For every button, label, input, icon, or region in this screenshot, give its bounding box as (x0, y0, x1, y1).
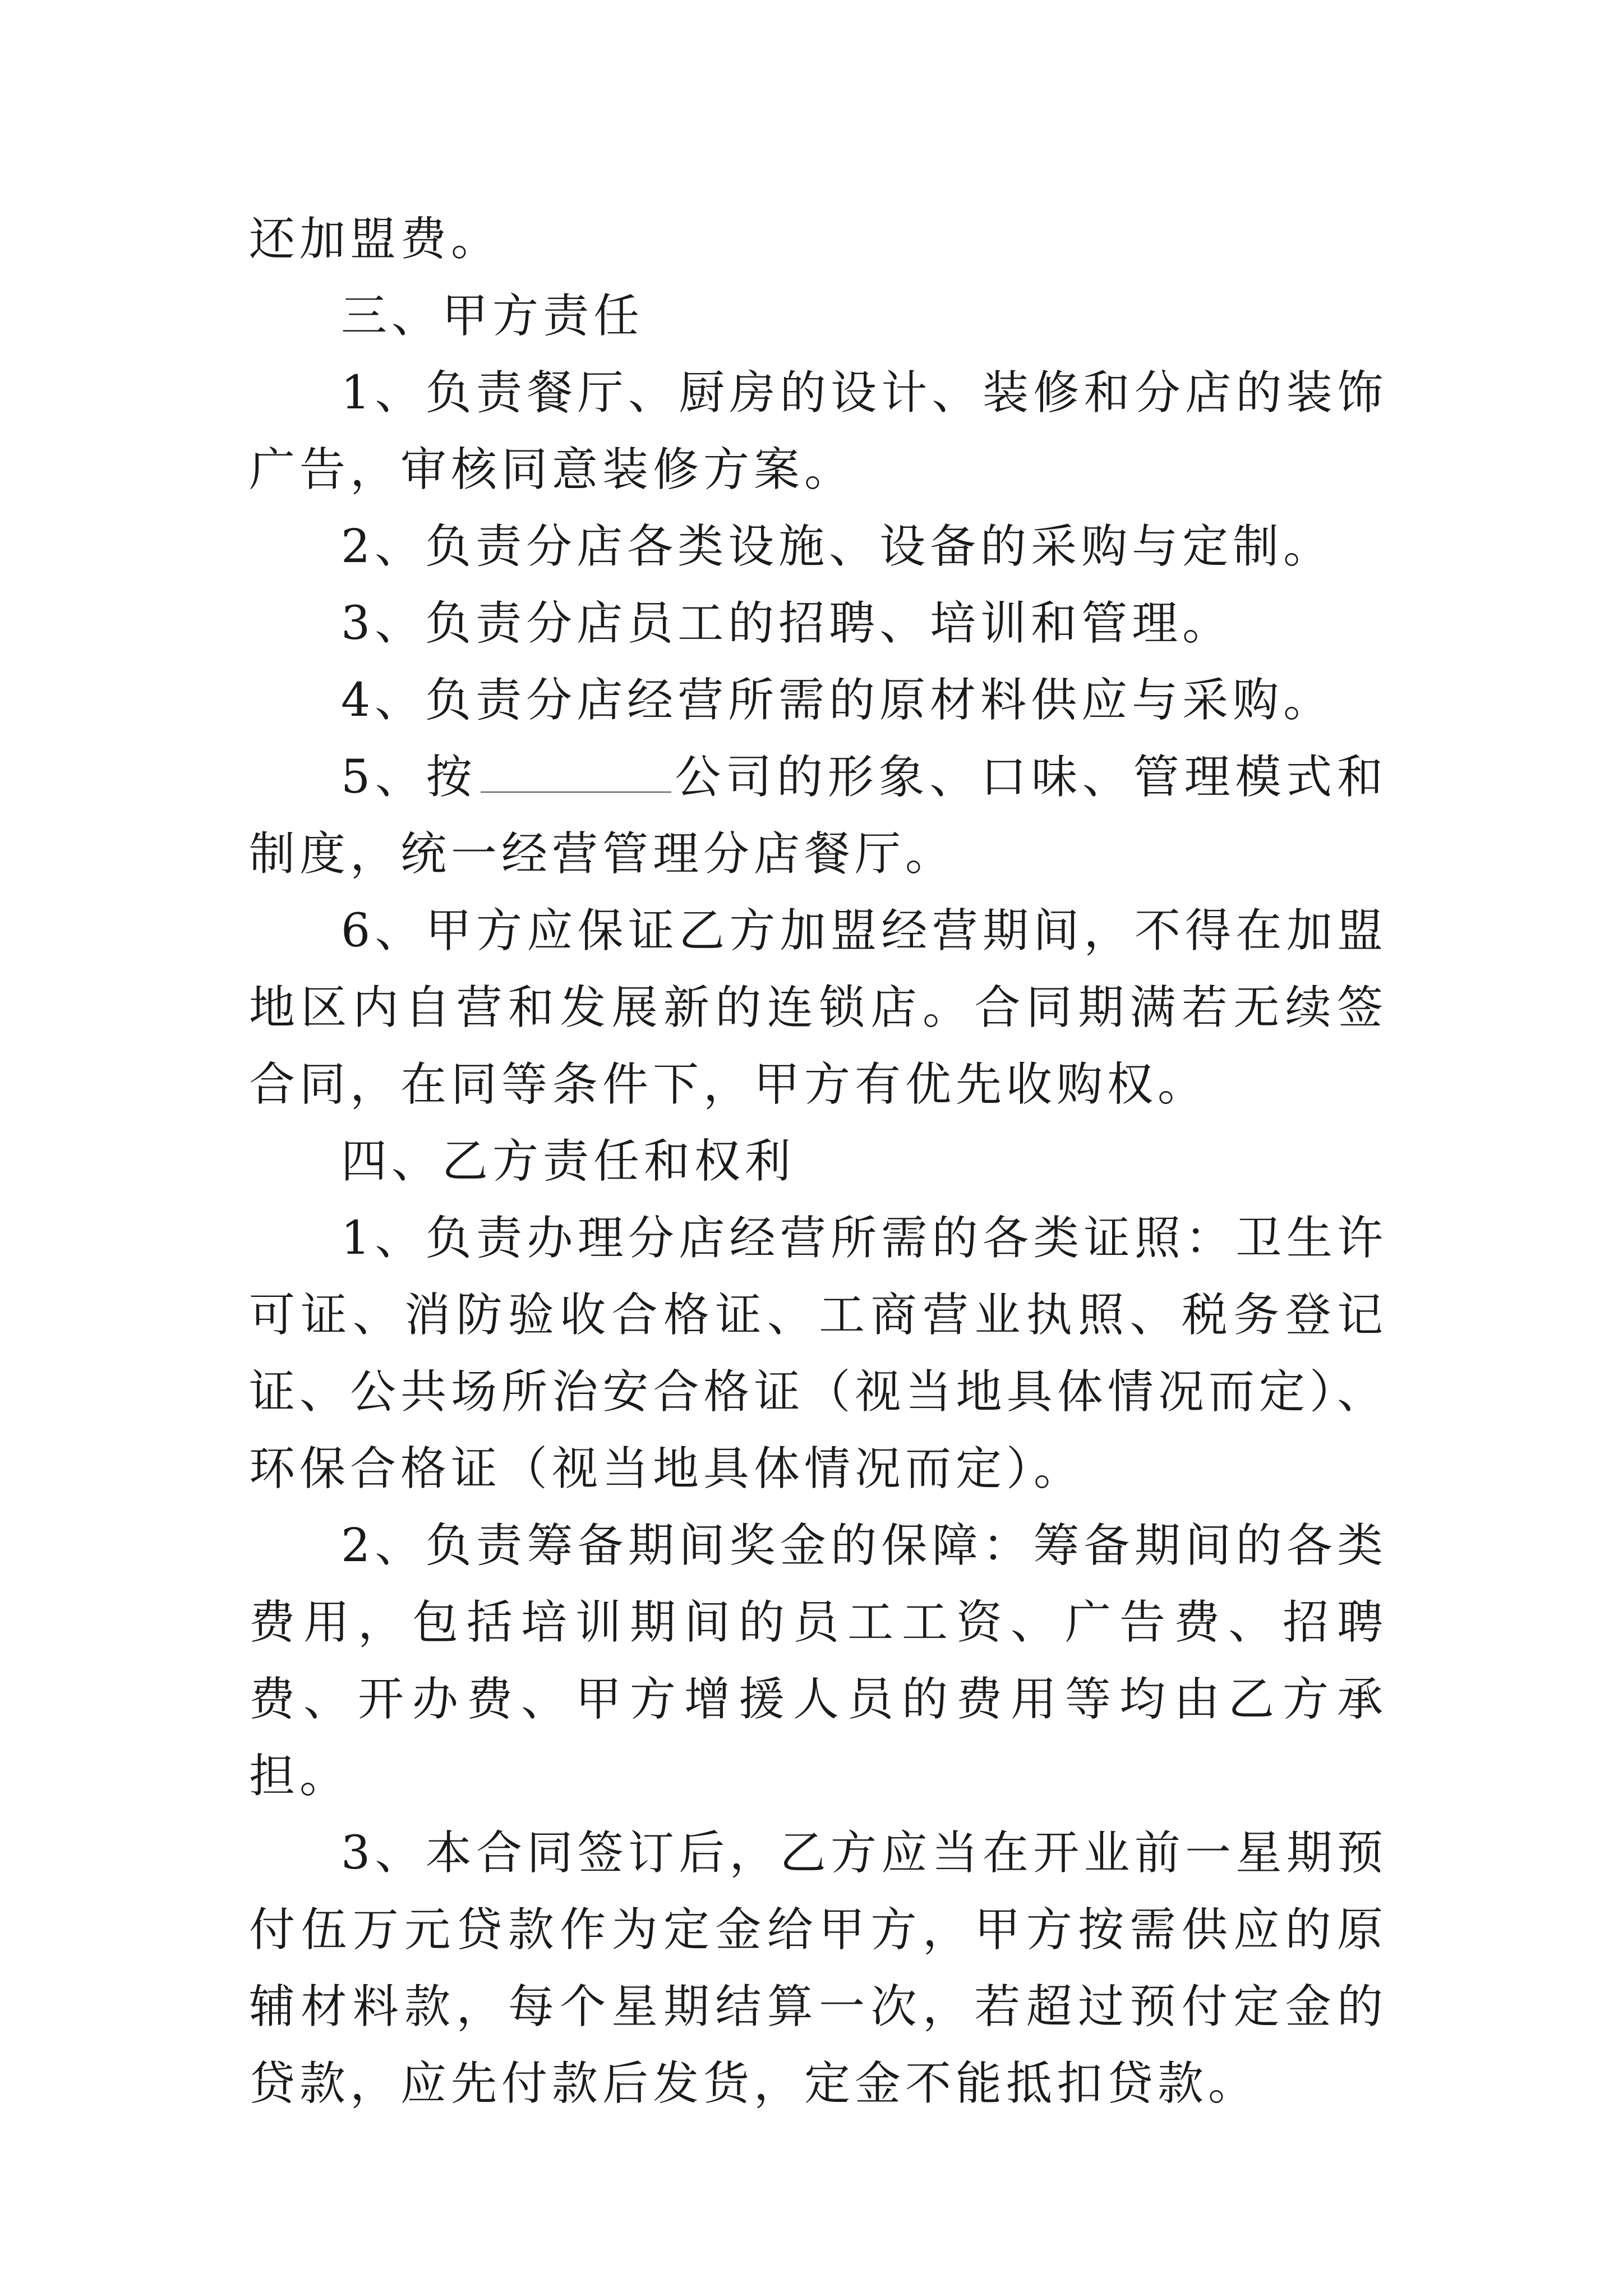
clause-a-4: 4、负责分店经营所需的原材料供应与采购。 (341, 674, 1334, 727)
fill-in-blank-line[interactable] (481, 752, 671, 793)
section-heading-party-b-duties: 四、乙方责任和权利 (341, 1135, 796, 1188)
clause-a-2: 2、负责分店各类设施、设备的采购与定制。 (341, 520, 1334, 573)
clause-a-1: 1、负责餐厅、厨房的设计、装修和分店的装饰广告，审核同意装修方案。 (249, 366, 1387, 496)
paragraph-continuation: 还加盟费。 (249, 213, 502, 266)
clause-a-5-prefix: 5、按 (341, 751, 477, 804)
clause-b-1: 1、负责办理分店经营所需的各类证照：卫生许可证、消防验收合格证、工商营业执照、税务登记证、公共场所治安合格证（视当地具体情况而定）、环保合格证（视当地具体情况而定）。 (249, 1212, 1387, 1496)
clause-a-3: 3、负责分店员工的招聘、培训和管理。 (341, 597, 1233, 650)
clause-a-5-suffix: 公司的形象、口味、管理模式和制度，统一经营管理分店餐厅。 (249, 751, 1387, 881)
clause-b-2: 2、负责筹备期间奖金的保障：筹备期间的各类费用，包括培训期间的员工工资、广告费、招聘费、开办费、甲方增援人员的费用等均由乙方承担。 (249, 1519, 1387, 1803)
document-body (249, 201, 1387, 2122)
clause-a-5 (249, 739, 1387, 892)
clause-b-3: 3、本合同签订后，乙方应当在开业前一星期预付伍万元贷款作为定金给甲方，甲方按需供应的原辅材料款，每个星期结算一次，若超过预付定金的贷款，应先付款后发货，定金不能抵扣贷款。 (249, 1826, 1387, 2110)
clause-a-6: 6、甲方应保证乙方加盟经营期间，不得在加盟地区内自营和发展新的连锁店。合同期满若无续签合同，在同等条件下，甲方有优先收购权。 (249, 904, 1387, 1111)
section-heading-party-a-duties: 三、甲方责任 (341, 289, 644, 343)
